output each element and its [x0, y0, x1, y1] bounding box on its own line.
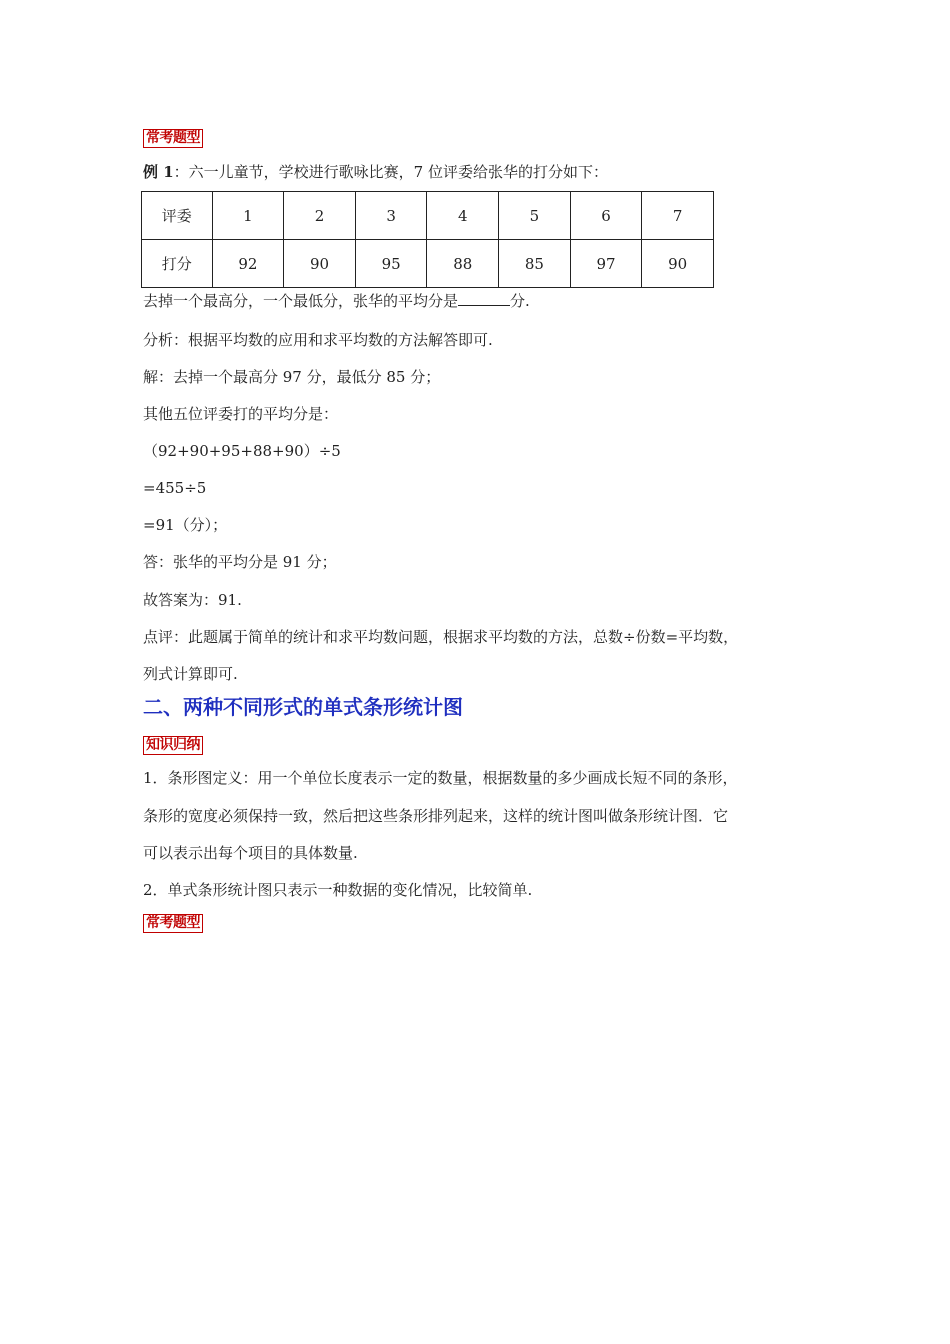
definition-line-3: 可以表示出每个项目的具体数量. — [143, 844, 358, 862]
answer-blank — [458, 291, 510, 306]
example-label: 例 1 — [143, 163, 174, 181]
knowledge-summary-tag: 知识归纳 — [143, 736, 203, 755]
question-line — [143, 290, 530, 312]
frequent-question-tag: 常考题型 — [143, 129, 203, 148]
calc-line-2: =455÷5 — [143, 479, 207, 497]
frequent-question-tag-2: 常考题型 — [143, 914, 203, 933]
final-answer-line: 故答案为：91. — [143, 591, 242, 609]
table-cell: 90 — [284, 240, 356, 288]
table-cell: 97 — [570, 240, 642, 288]
example-intro — [143, 161, 608, 183]
calc-line-1: （92+90+95+88+90）÷5 — [143, 442, 341, 460]
others-line: 其他五位评委打的平均分是： — [143, 405, 339, 423]
comment-line-2: 列式计算即可. — [143, 665, 238, 683]
table-cell: 88 — [427, 240, 499, 288]
table-cell: 90 — [642, 240, 714, 288]
analysis-line: 分析：根据平均数的应用和求平均数的方法解答即可. — [143, 331, 493, 349]
comment-line-1: 点评：此题属于简单的统计和求平均数问题，根据求平均数的方法，总数÷份数=平均数， — [143, 628, 739, 646]
table-cell: 4 — [427, 192, 499, 240]
table-cell: 5 — [499, 192, 571, 240]
table-cell: 85 — [499, 240, 571, 288]
table-cell: 92 — [212, 240, 284, 288]
solution-line: 解：去掉一个最高分 97 分，最低分 85 分； — [143, 368, 441, 386]
example-text: ：六一儿童节，学校进行歌咏比赛，7 位评委给张华的打分如下： — [173, 163, 608, 181]
section-title: 二、两种不同形式的单式条形统计图 — [143, 695, 463, 719]
calc-line-3: =91（分）； — [143, 516, 228, 534]
table-row — [142, 192, 714, 240]
table-cell: 7 — [642, 192, 714, 240]
table-cell: 6 — [570, 192, 642, 240]
table-cell: 3 — [355, 192, 427, 240]
question-unit: 分. — [510, 292, 530, 310]
row-header-scores: 打分 — [142, 240, 213, 288]
scores-table — [141, 191, 714, 288]
question-text: 去掉一个最高分，一个最低分，张华的平均分是 — [143, 292, 459, 310]
single-bar-chart-line: 2．单式条形统计图只表示一种数据的变化情况，比较简单. — [143, 881, 533, 899]
table-cell: 2 — [284, 192, 356, 240]
definition-line-1: 1．条形图定义：用一个单位长度表示一定的数量，根据数量的多少画成长短不同的条形， — [143, 769, 738, 787]
table-row — [142, 240, 714, 288]
table-cell: 95 — [355, 240, 427, 288]
answer-line: 答：张华的平均分是 91 分； — [143, 553, 337, 571]
row-header-judges: 评委 — [142, 192, 213, 240]
definition-line-2: 条形的宽度必须保持一致，然后把这些条形排列起来，这样的统计图叫做条形统计图．它 — [143, 807, 729, 825]
table-cell: 1 — [212, 192, 284, 240]
